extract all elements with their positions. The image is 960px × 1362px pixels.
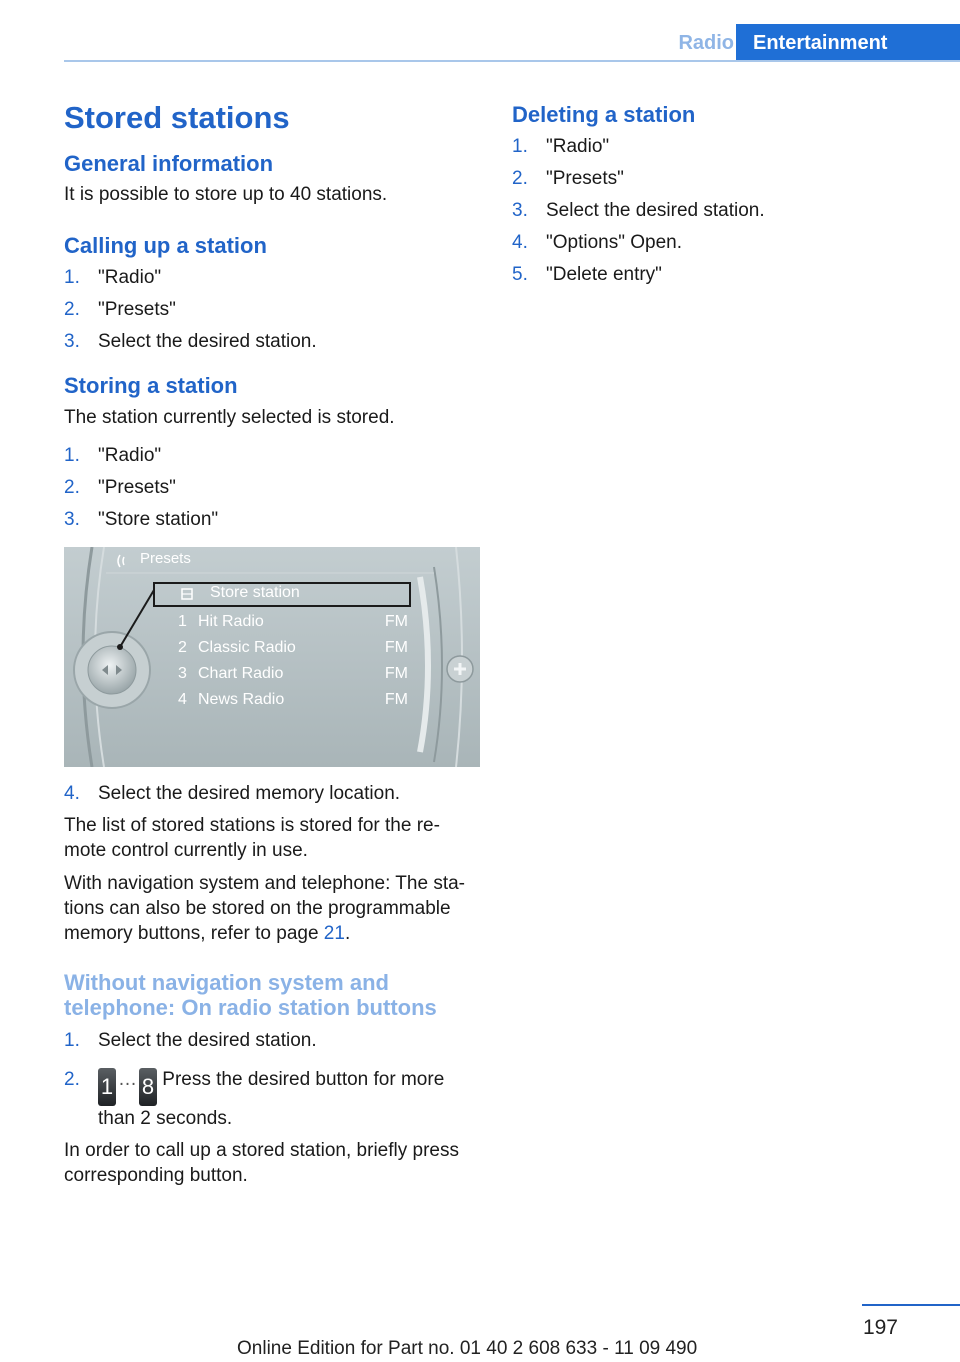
screen-station-row [178,635,408,661]
list-item [512,230,932,255]
list-item [64,329,484,354]
header-rule [64,60,960,62]
list-item [512,198,932,223]
step-text: Select the desired station. [98,331,317,352]
list-item [64,475,484,500]
storing-heading: Storing a station [64,373,238,398]
storing-intro: The station currently selected is stored. [64,407,395,428]
list-item [64,1067,484,1131]
general-info-text: It is possible to store up to 40 stations. [64,184,388,205]
station-band: FM [384,613,408,630]
list-item [512,262,932,287]
list-item [64,265,484,290]
without-nav-steps [64,1028,484,1131]
general-info-heading: General information [64,151,274,176]
step-number: 3. [64,331,80,352]
screen-station-row [178,609,408,635]
storing-para-1: The list of stored stations is stored for the re- mote control currently in use. [64,815,440,861]
station-name: Classic Radio [198,639,296,656]
step-text: "Radio" [546,136,610,157]
station-button-8-icon: 8 [139,1068,157,1106]
ellipsis: … [118,1069,137,1090]
step-number: 3. [512,200,528,221]
edition-line: Online Edition for Part no. 01 40 2 608 633 - 11 09 490 [237,1338,698,1359]
station-name: Chart Radio [198,665,284,682]
list-item [64,507,484,532]
step-number: 3. [64,509,80,530]
storing-step-4 [64,781,484,806]
header-tab-entertainment[interactable]: Entertainment [736,24,960,62]
station-name: News Radio [198,691,285,708]
list-item [512,134,932,159]
para-text: . [344,923,351,944]
footer-rule [862,1304,960,1306]
step-number: 4. [512,232,528,253]
storing-para-2 [64,871,484,946]
step-text: Select the desired station. [546,200,765,221]
station-band: FM [384,691,408,708]
station-name: Hit Radio [198,613,264,630]
deleting-heading: Deleting a station [512,102,696,127]
step-number: 1. [512,136,528,157]
station-band: FM [384,665,408,682]
station-number: 1 [178,613,187,630]
page-link[interactable]: 21 [323,923,345,944]
step-text: "Radio" [98,267,162,288]
left-column [64,96,484,1188]
presets-screen-image [64,547,480,767]
screen-station-row [178,661,408,687]
para-text: With navigation system and telephone: The sta- tions can also be stored on the programmable memory buttons, refer to page [64,873,465,944]
step-text: "Options" Open. [546,232,683,253]
step-text: "Presets" [98,477,176,498]
screen-title: Presets [140,550,191,567]
step-number: 2. [64,477,80,498]
list-item [64,443,484,468]
page-number: 197 [862,1316,898,1339]
station-button-1-icon: 1 [98,1068,116,1106]
list-item [64,1028,484,1053]
screen-store-station: Store station [210,584,300,601]
list-item [512,166,932,191]
step-number: 1. [64,1030,80,1051]
deleting-steps [512,134,932,287]
step-number: 2. [64,1069,80,1090]
step-text: "Radio" [98,445,162,466]
step-text: "Presets" [546,168,624,189]
step-text: Select the desired memory location. [98,783,401,804]
step-number: 2. [64,299,80,320]
step-text: "Store station" [98,509,219,530]
storing-steps [64,443,484,532]
right-column [512,101,932,294]
station-number: 4 [178,691,187,708]
calling-steps [64,265,484,354]
step-text: "Presets" [98,299,176,320]
calling-heading: Calling up a station [64,233,267,258]
page-title: Stored stations [64,100,290,135]
list-item [64,297,484,322]
step-text: Select the desired station. [98,1030,317,1051]
step-number: 5. [512,264,528,285]
without-nav-para: In order to call up a stored station, briefly press corresponding button. [64,1140,459,1186]
step-number: 1. [64,445,80,466]
screen-station-list [178,609,408,713]
step-number: 1. [64,267,80,288]
step-number: 4. [64,783,80,804]
station-band: FM [384,639,408,656]
station-number: 3 [178,665,187,682]
step-text: Press the desired button for more than 2 seconds. [98,1069,445,1129]
step-text: "Delete entry" [546,264,662,285]
step-number: 2. [512,168,528,189]
station-number: 2 [178,639,187,656]
list-item [64,781,484,806]
screen-station-row [178,687,408,713]
header-tab-radio[interactable]: Radio [678,32,734,54]
without-nav-heading: Without navigation system and telephone: On radio station buttons [64,970,437,1020]
